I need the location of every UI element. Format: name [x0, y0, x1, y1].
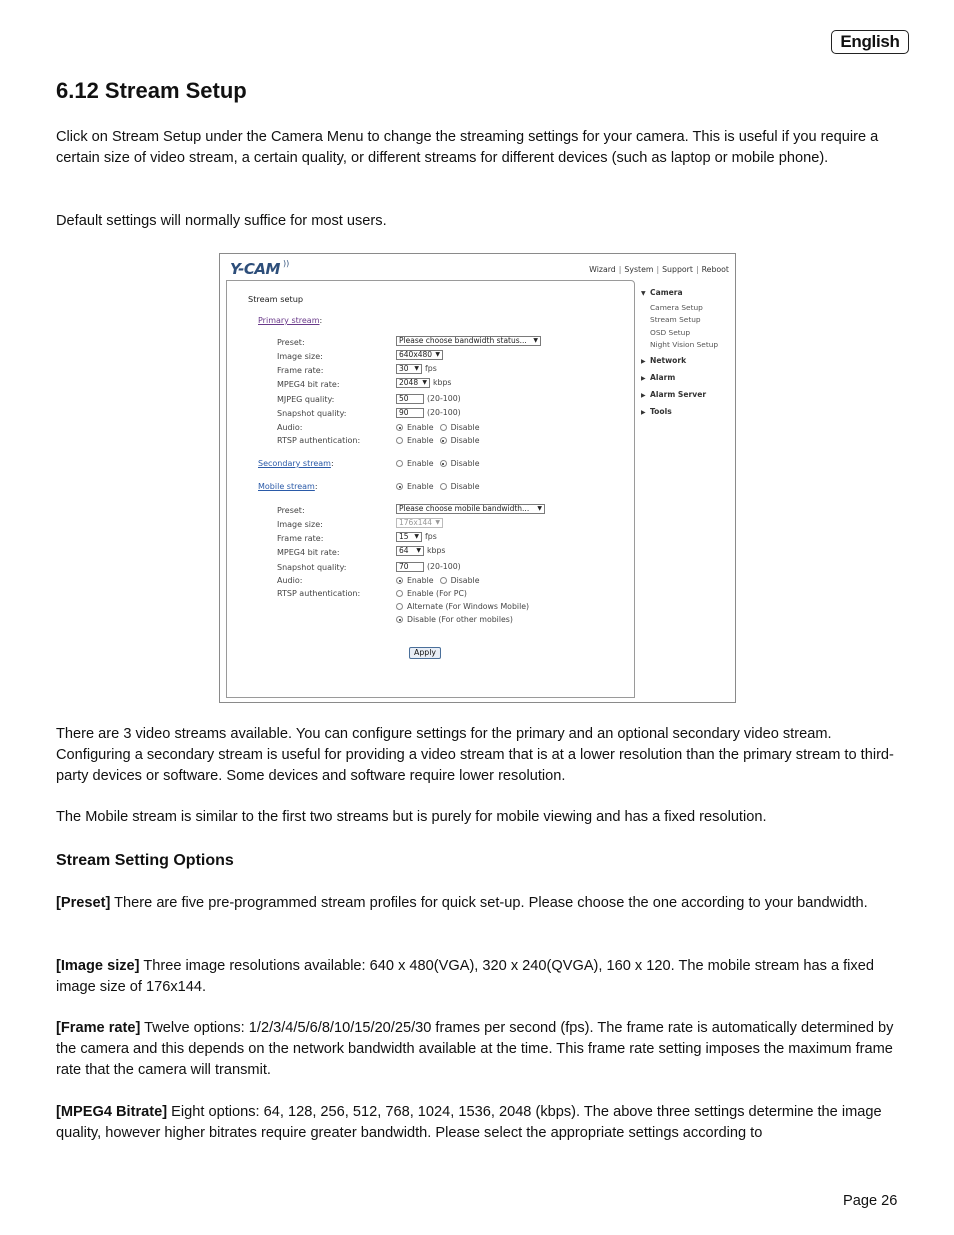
- nav-wizard[interactable]: Wizard: [589, 265, 616, 274]
- mobile-rtsp-windows-radio[interactable]: [396, 603, 403, 610]
- sidebar-item-camera[interactable]: ▼ Camera: [641, 288, 683, 297]
- mobile-stream-radios: Enable Disable: [396, 482, 486, 493]
- option-mpeg4-bitrate: [MPEG4 Bitrate] Eight options: 64, 128, 256, 512, 768, 1024, 1536, 2048 (kbps). The above three settings determine the image quality, however higher bitrates require greater bandwidth. Please select the appropriate settings according to: [56, 1104, 882, 1141]
- sidebar-sub-night-vision[interactable]: Night Vision Setup: [650, 340, 719, 349]
- chevron-down-icon: ▼: [533, 337, 538, 344]
- top-navigation: Wizard | System | Support | Reboot: [589, 265, 729, 274]
- option-term: [Frame rate]: [56, 1020, 141, 1036]
- language-badge: English: [831, 30, 909, 54]
- options-heading: Stream Setting Options: [56, 852, 234, 869]
- mobile-image-size-select[interactable]: 176x144 ▼: [396, 518, 443, 528]
- mobile-snapshot-input[interactable]: 70: [396, 562, 424, 572]
- primary-rtsp-radios: Enable Disable: [396, 436, 486, 447]
- secondary-stream-radios: Enable Disable: [396, 459, 486, 470]
- mobile-rtsp-label: RTSP authentication:: [277, 589, 361, 598]
- mobile-snapshot-label: Snapshot quality:: [277, 563, 347, 572]
- option-term: [Preset]: [56, 895, 111, 911]
- sidebar-item-tools[interactable]: ▶ Tools: [641, 407, 672, 416]
- mobile-rtsp-other-radio[interactable]: [396, 616, 403, 623]
- mobile-image-size-label: Image size:: [277, 520, 323, 529]
- mobile-disable-radio[interactable]: [440, 483, 447, 490]
- chevron-down-icon: ▼: [422, 379, 427, 386]
- fps-unit: fps: [425, 532, 437, 541]
- triangle-right-icon: ▶: [641, 392, 646, 399]
- sidebar-item-alarm-server[interactable]: ▶ Alarm Server: [641, 390, 707, 399]
- primary-stream-heading: Primary stream:: [258, 316, 323, 325]
- primary-frame-rate-label: Frame rate:: [277, 366, 324, 375]
- option-term: [MPEG4 Bitrate]: [56, 1104, 168, 1120]
- primary-audio-enable-radio[interactable]: [396, 424, 403, 431]
- primary-rtsp-enable-radio[interactable]: [396, 437, 403, 444]
- mobile-mpeg4-label: MPEG4 bit rate:: [277, 548, 340, 557]
- option-frame-rate: [Frame rate] Twelve options: 1/2/3/4/5/6/8/10/15/20/25/30 frames per second (fps). The frame rate is automatically determined by the camera and this depends on the network bandwidth available at the time. This frame rate setting imposes the maximum frame rate that the camera will transmit.: [56, 1020, 894, 1078]
- sidebar-sub-camera-setup[interactable]: Camera Setup: [650, 303, 703, 312]
- sidebar-item-network[interactable]: ▶ Network: [641, 356, 687, 365]
- snapshot-range-hint: (20-100): [427, 408, 461, 417]
- mjpeg-range-hint: (20-100): [427, 394, 461, 403]
- mobile-audio-label: Audio:: [277, 576, 303, 585]
- sidebar-sub-stream-setup[interactable]: Stream Setup: [650, 315, 701, 324]
- secondary-enable-radio[interactable]: [396, 460, 403, 467]
- nav-system[interactable]: System: [624, 265, 654, 274]
- mobile-preset-select[interactable]: Please choose mobile bandwidth... ▼: [396, 504, 545, 514]
- section-title: Stream setup: [248, 294, 304, 304]
- intro-paragraph: Click on Stream Setup under the Camera Menu to change the streaming settings for your camera. This is useful if you require a certain size of video stream, a certain quality, or different streams for different devices (such as laptop or mobile phone).: [56, 129, 879, 166]
- chevron-down-icon: ▼: [416, 547, 421, 554]
- chevron-down-icon: ▼: [435, 519, 440, 526]
- mobile-preset-label: Preset:: [277, 506, 305, 515]
- primary-rtsp-disable-radio[interactable]: [440, 437, 447, 444]
- kbps-unit: kbps: [433, 378, 452, 387]
- secondary-stream-link[interactable]: Secondary stream: [258, 459, 331, 468]
- secondary-stream-heading: Secondary stream:: [258, 459, 334, 468]
- primary-mpeg4-label: MPEG4 bit rate:: [277, 380, 340, 389]
- primary-image-size-select[interactable]: 640x480 ▼: [396, 350, 443, 360]
- wifi-icon: )): [283, 259, 290, 268]
- mobile-audio-enable-radio[interactable]: [396, 577, 403, 584]
- mobile-rtsp-option-windows: Alternate (For Windows Mobile): [396, 602, 535, 613]
- chevron-down-icon: ▼: [414, 365, 419, 372]
- mobile-paragraph: The Mobile stream is similar to the first two streams but is purely for mobile viewing and has a fixed resolution.: [56, 809, 767, 825]
- sidebar-menu: [635, 280, 729, 698]
- option-term: [Image size]: [56, 958, 140, 974]
- mobile-mpeg4-select[interactable]: 64 ▼: [396, 546, 424, 556]
- fps-unit: fps: [425, 364, 437, 373]
- sidebar-sub-osd-setup[interactable]: OSD Setup: [650, 328, 691, 337]
- mobile-audio-radios: Enable Disable: [396, 576, 486, 587]
- primary-audio-disable-radio[interactable]: [440, 424, 447, 431]
- triangle-right-icon: ▶: [641, 409, 646, 416]
- primary-stream-link[interactable]: Primary stream: [258, 316, 320, 325]
- primary-audio-label: Audio:: [277, 423, 303, 432]
- sidebar-item-alarm[interactable]: ▶ Alarm: [641, 373, 676, 382]
- primary-preset-label: Preset:: [277, 338, 305, 347]
- triangle-right-icon: ▶: [641, 358, 646, 365]
- mobile-rtsp-pc-radio[interactable]: [396, 590, 403, 597]
- nav-reboot[interactable]: Reboot: [701, 265, 729, 274]
- chevron-down-icon: ▼: [537, 505, 542, 512]
- kbps-unit: kbps: [427, 546, 446, 555]
- mobile-rtsp-option-pc: Enable (For PC): [396, 589, 473, 600]
- stream-setup-screenshot: [219, 253, 736, 703]
- mobile-rtsp-option-other: Disable (For other mobiles): [396, 615, 519, 626]
- mobile-frame-rate-label: Frame rate:: [277, 534, 324, 543]
- primary-image-size-label: Image size:: [277, 352, 323, 361]
- mobile-stream-link[interactable]: Mobile stream: [258, 482, 315, 491]
- ycam-logo: Y-CAM: [230, 260, 280, 278]
- primary-snapshot-input[interactable]: 90: [396, 408, 424, 418]
- mobile-frame-rate-select[interactable]: 15 ▼: [396, 532, 422, 542]
- primary-snapshot-label: Snapshot quality:: [277, 409, 347, 418]
- mobile-audio-disable-radio[interactable]: [440, 577, 447, 584]
- mobile-stream-heading: Mobile stream:: [258, 482, 318, 491]
- option-preset: [Preset] There are five pre-programmed stream profiles for quick set-up. Please choose the one according to your bandwidth.: [56, 895, 868, 911]
- triangle-right-icon: ▶: [641, 375, 646, 382]
- primary-preset-select[interactable]: Please choose bandwidth status... ▼: [396, 336, 541, 346]
- nav-support[interactable]: Support: [662, 265, 693, 274]
- primary-rtsp-label: RTSP authentication:: [277, 436, 361, 445]
- primary-mjpeg-input[interactable]: 50: [396, 394, 424, 404]
- chevron-down-icon: ▼: [435, 351, 440, 358]
- primary-audio-radios: Enable Disable: [396, 423, 486, 434]
- apply-button[interactable]: Apply: [409, 647, 441, 659]
- secondary-disable-radio[interactable]: [440, 460, 447, 467]
- page-number: Page 26: [843, 1193, 898, 1209]
- page-title: 6.12 Stream Setup: [56, 78, 247, 103]
- intro-note: Default settings will normally suffice for most users.: [56, 213, 387, 229]
- mobile-enable-radio[interactable]: [396, 483, 403, 490]
- primary-mpeg4-select[interactable]: 2048 ▼: [396, 378, 430, 388]
- snapshot-range-hint: (20-100): [427, 562, 461, 571]
- option-image-size: [Image size] Three image resolutions available: 640 x 480(VGA), 320 x 240(QVGA), 160 x 120. The mobile stream has a fixed image size of 176x144.: [56, 958, 874, 995]
- triangle-down-icon: ▼: [641, 290, 646, 297]
- primary-mjpeg-label: MJPEG quality:: [277, 395, 335, 404]
- chevron-down-icon: ▼: [414, 533, 419, 540]
- streams-paragraph: There are 3 video streams available. You can configure settings for the primary and an optional secondary video stream. Configuring a secondary stream is useful for providing a video stream that is at a lower resolution than the primary stream to third-party devices or software. Some devices and software require lower resolution.: [56, 726, 894, 784]
- primary-frame-rate-select[interactable]: 30 ▼: [396, 364, 422, 374]
